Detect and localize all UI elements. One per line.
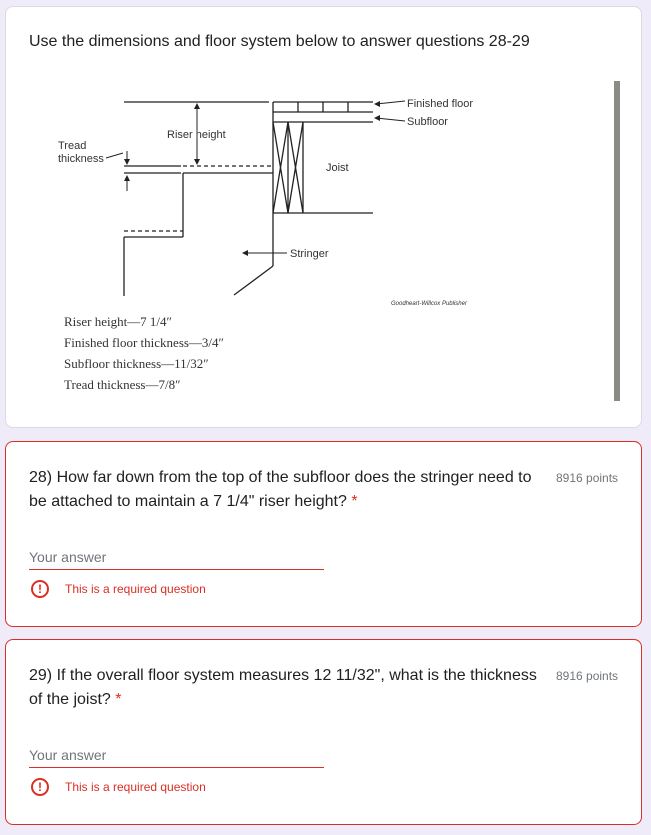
error-message <box>29 580 206 598</box>
answer-input[interactable] <box>29 745 324 768</box>
section-title: Use the dimensions and floor system below to answer questions 28-29 <box>29 33 530 50</box>
label-stringer: Stringer <box>290 248 329 260</box>
error-text: This is a required question <box>65 780 206 794</box>
spec-finished-floor: Finished floor thickness—3/4″ <box>64 335 224 350</box>
points-label: 8916 points <box>556 669 619 683</box>
label-subfloor: Subfloor <box>407 116 448 128</box>
label-finished-floor: Finished floor <box>407 98 474 110</box>
question-text <box>29 466 544 514</box>
image-edge <box>614 81 620 401</box>
required-asterisk: * <box>351 493 358 510</box>
question-28-card <box>5 441 642 627</box>
error-icon: ! <box>31 580 49 598</box>
label-riser-height: Riser height <box>167 129 226 141</box>
label-tread: Tread <box>58 140 87 152</box>
spec-tread: Tread thickness—7/8″ <box>64 377 181 392</box>
error-text: This is a required question <box>65 582 206 596</box>
intro-card <box>5 6 642 428</box>
label-joist: Joist <box>326 162 349 174</box>
question-text <box>29 664 544 712</box>
question-29-card <box>5 639 642 825</box>
answer-input[interactable] <box>29 547 324 570</box>
error-message <box>29 778 206 796</box>
label-credit: Goodheart-Willcox Publisher <box>391 301 467 307</box>
points-label: 8916 points <box>556 471 619 485</box>
spec-riser: Riser height—7 1/4″ <box>64 314 172 329</box>
dimension-specs <box>64 311 224 395</box>
question-label: 29) If the overall floor system measures 12 11/32", what is the thickness of the joist? <box>29 667 537 708</box>
label-thickness: thickness <box>58 153 104 165</box>
error-icon: ! <box>31 778 49 796</box>
required-asterisk: * <box>115 691 122 708</box>
spec-subfloor: Subfloor thickness—11/32″ <box>64 356 209 371</box>
question-label: 28) How far down from the top of the subfloor does the stringer need to be attached to maintain a 7 1/4" riser height? <box>29 469 532 510</box>
